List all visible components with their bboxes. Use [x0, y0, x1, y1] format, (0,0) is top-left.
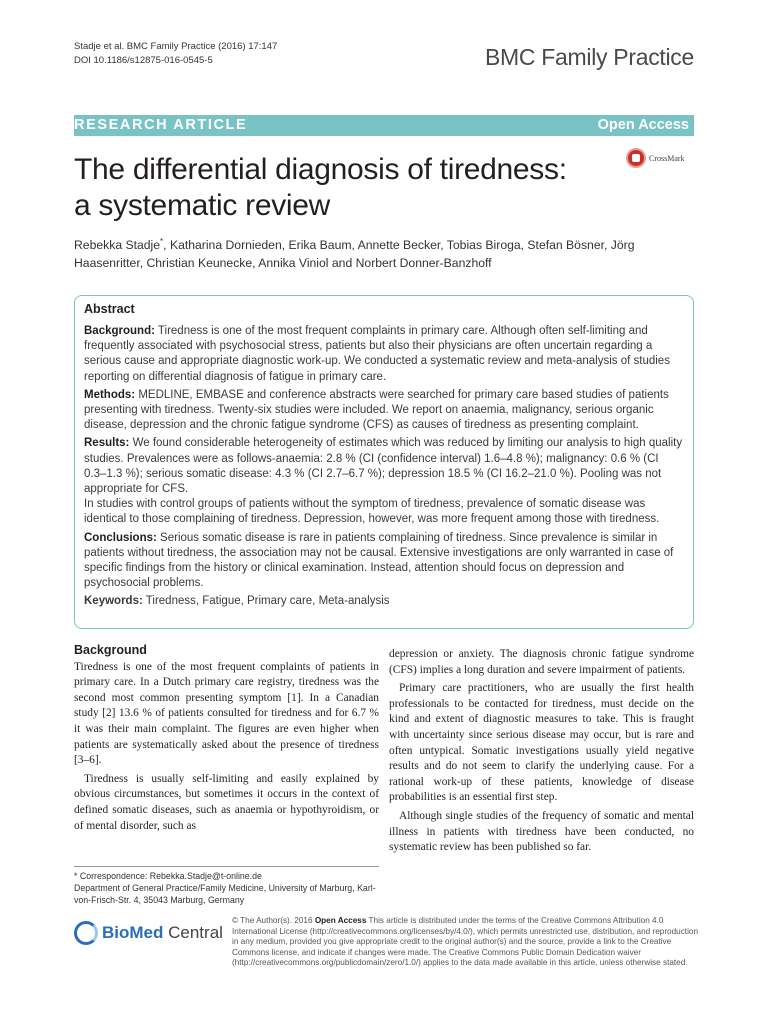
body-paragraph: Primary care practitioners, who are usually the first health professionals to be contacted for tiredness, must decide on the kind and extent of diagnostic measures to take. This is fraught with uncertainty since serious disease may occur, but is rare and often untypical. Somatic investigations usually yield negative results and do not seem to clarify the underlying cause. For a rational work-up of these patients, knowledge of disease probabilities is an essential first step. — [389, 682, 694, 804]
abstract-heading: Abstract — [84, 302, 135, 316]
crossmark-icon — [626, 148, 646, 168]
title-line-2: a systematic review — [74, 189, 331, 222]
license-open-access: Open Access — [314, 916, 367, 925]
body-paragraph: Tiredness is usually self-limiting and easily explained by obvious circumstances, but sometimes it occurs in the context of defined somatic diseases, such as anaemia or hypothyroidism, or of mental disorder, such as — [74, 772, 379, 832]
affiliation: Department of General Practice/Family Medicine, University of Marburg, Karl-von-Frisch-Str. 4, 35043 Marburg, Germany — [74, 883, 376, 905]
crossmark-badge[interactable] — [626, 148, 685, 168]
body-paragraph: Tiredness is one of the most frequent complaints of patients in primary care. In a Dutch primary care registry, tiredness was the second most common presenting symptom [1]. In a Canadian study [2] 13.6 % of patients consulted for tiredness and for 6.7 % it was their main complaint. The figures are even higher when patients are systematically asked about the presence of tiredness [3–6]. — [74, 660, 379, 767]
abstract-box — [74, 295, 694, 629]
article-type-banner — [74, 115, 694, 136]
correspondence-email[interactable]: * Correspondence: Rebekka.Stadje@t-online.de — [74, 871, 262, 881]
license-statement — [232, 916, 698, 969]
author-list — [74, 233, 699, 272]
background-label: Background: — [84, 325, 155, 337]
correspondence-footnote — [74, 866, 379, 906]
keywords-label: Keywords: — [84, 595, 143, 608]
biomed-central-ring-icon — [74, 921, 98, 945]
journal-name: BMC Family Practice — [485, 44, 694, 70]
doi-line[interactable]: DOI 10.1186/s12875-016-0545-5 — [74, 55, 213, 66]
first-author[interactable]: Rebekka Stadje — [74, 238, 161, 253]
title-line-1: The differential diagnosis of tiredness: — [74, 153, 567, 186]
abstract-conclusions — [84, 531, 684, 592]
license-text: This article is distributed under the terms of the Creative Commons Attribution 4.0 International License (http://creativecommons.org/licenses/by/4.0/), which permits unrestricted use, distribution, and reproduction in any medium, provided you give appropriate credit to the original author(s) and the source, provide a link to the Creative Commons license, and indicate if changes were made. The Creative Commons Public Domain Dedication waiver (http://creativecommons.org/publicdomain/zero/1.0/) applies to the data made available in this article, unless otherwise stated. — [232, 916, 699, 968]
results-label: Results: — [84, 437, 130, 450]
methods-label: Methods: — [84, 388, 136, 401]
logo-central: Central — [168, 923, 223, 942]
logo-biomed: BioMed — [102, 923, 164, 942]
conclusions-text: Serious somatic disease is rare in patients complaining of tiredness. Since prevalence is similar in patients without tiredness, the association may not be causal. Extensive investigations are only warranted in case of specific findings from the history or clinical examination. Instead, attention should focus on depression and psychosocial problems. — [84, 531, 674, 590]
biomed-central-logo — [74, 921, 223, 945]
abstract-background — [84, 324, 684, 385]
citation-block — [74, 40, 277, 68]
article-type-label: RESEARCH ARTICLE — [74, 117, 248, 133]
open-access-label: Open Access — [597, 117, 689, 133]
body-column-right — [389, 647, 694, 859]
abstract-results — [84, 436, 684, 527]
abstract-keywords — [84, 594, 684, 609]
article-title — [74, 152, 614, 224]
body-paragraph: depression or anxiety. The diagnosis chronic fatigue syndrome (CFS) implies a long duration and severe impairment of patients. — [389, 648, 694, 676]
abstract-methods — [84, 388, 684, 434]
conclusions-label: Conclusions: — [84, 531, 157, 544]
other-authors: , Katharina Dornieden, Erika Baum, Annette Becker, Tobias Biroga, Stefan Bösner, Jörg Haasenritter, Christian Keunecke, Annika Viniol and Norbert Donner-Banzhoff — [74, 238, 635, 270]
body-column-left — [74, 643, 379, 837]
background-text: Tiredness is one of the most frequent complaints in primary care. Although often self-limiting and frequently associated with psychosocial stress, patients but also their physicians are often uncertain regarding a serious cause and appropriate diagnostic work-up. We conducted a systematic review and meta-analysis of studies reporting on differential diagnosis of fatigue in primary care. — [84, 325, 670, 383]
results-text-2: In studies with control groups of patients without the symptom of tiredness, prevalence of somatic disease was identical to those complaining of tiredness. Depression, however, was more frequent among those with tiredness. — [84, 498, 660, 526]
license-prefix: © The Author(s). 2016 — [232, 916, 313, 925]
crossmark-label: CrossMark — [649, 153, 685, 163]
citation-line: Stadje et al. BMC Family Practice (2016) 17:147 — [74, 41, 278, 52]
keywords-text: Tiredness, Fatigue, Primary care, Meta-analysis — [145, 595, 390, 608]
corresponding-mark: * — [160, 237, 164, 246]
logo-text — [102, 923, 223, 943]
body-paragraph: Although single studies of the frequency of somatic and mental illness in patients with tiredness have been conducted, no systematic review has been published so far. — [389, 809, 694, 854]
methods-text: MEDLINE, EMBASE and conference abstracts were searched for primary care based studies of patients presenting with tiredness. Twenty-six studies were included. We report on anaemia, malignancy, serious organic disease, depression and the chronic fatigue syndrome (CFS) as causes of tiredness as presenting complaint. — [84, 388, 669, 432]
section-heading-background: Background — [74, 643, 147, 657]
results-text: We found considerable heterogeneity of estimates which was reduced by limiting our analysis to high quality studies. Prevalences were as follows-anaemia: 2.8 % (CI (confidence interval) 1.6–4.8 %); malignancy: 0.6 % (CI 0.3–1.3 %); serious somatic disease: 4.3 % (CI 2.7–6.7 %); depression 18.5 % (CI 16.2–21.0 %). Pooling was not appropriate for CFS. — [84, 437, 683, 496]
